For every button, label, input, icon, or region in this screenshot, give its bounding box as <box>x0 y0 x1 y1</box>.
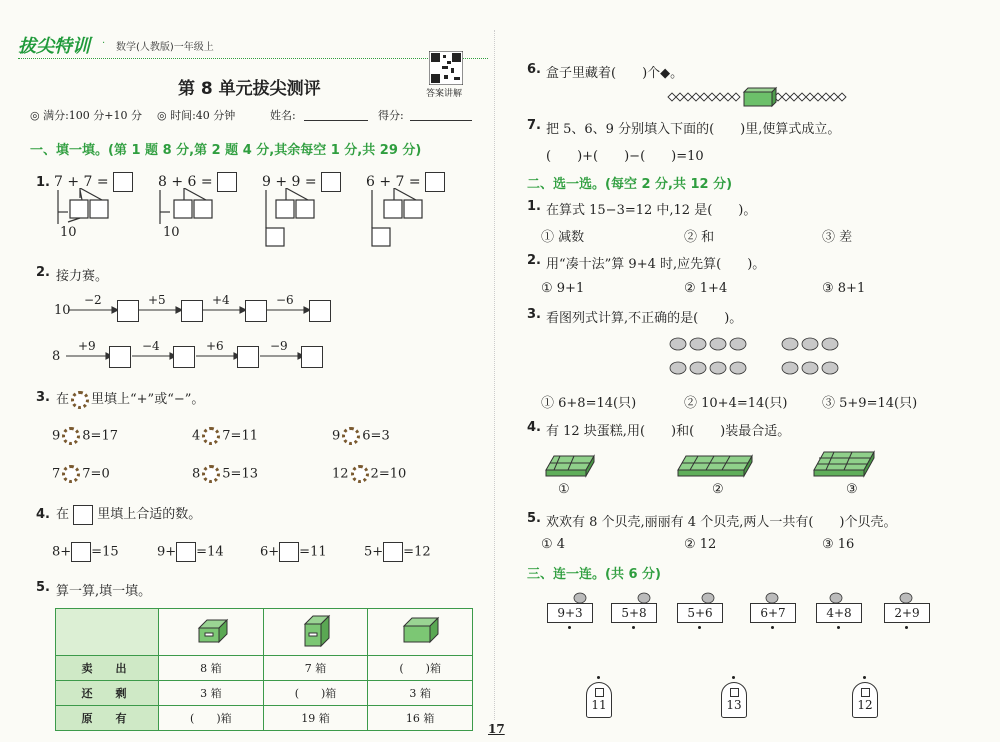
q3-pre: 在 <box>56 392 70 407</box>
relay-1-start: 10 <box>54 303 71 318</box>
c4-number: 4. <box>527 420 541 435</box>
link-dot[interactable] <box>698 626 701 629</box>
q3-flower-input-3[interactable] <box>342 427 360 445</box>
q3-a-right: 8=17 <box>82 428 118 444</box>
c1-text: 在算式 15−3=12 中,12 是( )。 <box>546 203 757 218</box>
section-2-title: 二、选一选。(每空 2 分,共 12 分) <box>527 177 733 192</box>
q1-ten-2: 10 <box>163 225 180 240</box>
q5-row-label-2: 还 剩 <box>56 681 159 706</box>
q4-input-4[interactable] <box>383 542 403 562</box>
q3-f-left: 12 <box>332 466 349 482</box>
q4-box-icon <box>73 505 93 525</box>
c1-option-3[interactable]: ③ 差 <box>822 230 853 245</box>
q3-d-left: 7 <box>52 466 61 482</box>
q4-pre: 在 <box>56 507 70 522</box>
flower-icon <box>71 391 89 409</box>
c3-option-3[interactable]: ③ 5+9=14(只) <box>822 396 918 411</box>
q5-row-label-1: 卖 出 <box>56 656 159 681</box>
relay-2-start: 8 <box>52 349 61 364</box>
birds-figure <box>664 332 844 382</box>
link-dot[interactable] <box>632 626 635 629</box>
q5-cell: 19 箱 <box>263 706 368 731</box>
bird-cage-2 <box>721 682 747 718</box>
c2-option-3[interactable]: ③ 8+1 <box>822 281 866 296</box>
q6-number: 6. <box>527 62 541 77</box>
link-dot[interactable] <box>771 626 774 629</box>
link-dot[interactable] <box>905 626 908 629</box>
q4-b-right: =14 <box>196 544 224 560</box>
relay-1-op-1: −2 <box>84 293 102 307</box>
q3-flower-input-1[interactable] <box>62 427 80 445</box>
q3-b-left: 4 <box>192 428 201 444</box>
q3-flower-input-6[interactable] <box>351 465 369 483</box>
section-3-title: 三、连一连。(共 6 分) <box>527 567 661 582</box>
q5-cell-answer[interactable]: ( )箱 <box>263 681 368 706</box>
relay-1-op-4: −6 <box>276 293 294 307</box>
relay-2-box-3[interactable] <box>237 346 259 368</box>
cage-dot[interactable] <box>597 676 600 679</box>
cage-number-1: 11 <box>591 698 607 712</box>
cake-trays-figure <box>540 450 880 480</box>
link-expr-1[interactable]: 9+3 <box>547 603 593 623</box>
link-expr-4[interactable]: 6+7 <box>750 603 796 623</box>
c5-text: 欢欢有 8 个贝壳,丽丽有 4 个贝壳,两人一共有( )个贝壳。 <box>546 515 897 530</box>
link-expr-2[interactable]: 5+8 <box>611 603 657 623</box>
c1-option-2[interactable]: ② 和 <box>684 230 715 245</box>
q4-a-left: 8+ <box>52 544 72 560</box>
q7-expression: ( )+( )−( )=10 <box>546 149 704 164</box>
qr-label: 答案讲解 <box>426 89 463 99</box>
q7-number: 7. <box>527 118 541 133</box>
c4-option-3[interactable]: ③ <box>846 482 858 497</box>
cage-number-2: 13 <box>726 698 742 712</box>
c1-number: 1. <box>527 199 541 214</box>
q3-e-left: 8 <box>192 466 201 482</box>
q1-decomposition-diagram <box>50 188 470 248</box>
relay-1-op-2: +5 <box>148 293 166 307</box>
c3-option-2[interactable]: ② 10+4=14(只) <box>684 396 788 411</box>
q3-c-left: 9 <box>332 428 341 444</box>
q1-expr-3: 9 + 9 = <box>262 174 317 190</box>
relay-2-box-1[interactable] <box>109 346 131 368</box>
c4-text: 有 12 块蛋糕,用( )和( )装最合适。 <box>546 424 791 439</box>
c2-option-1[interactable]: ① 9+1 <box>541 281 585 296</box>
relay-2-op-2: −4 <box>142 339 160 353</box>
q1-expr-2: 8 + 6 = <box>158 174 213 190</box>
q5-table <box>55 608 473 731</box>
q5-corner-cell <box>56 609 159 656</box>
q7-text: 把 5、6、9 分别填入下面的( )里,使算式成立。 <box>546 122 841 137</box>
q4-c-right: =11 <box>299 544 327 560</box>
box-icon <box>297 614 333 648</box>
q4-d-right: =12 <box>403 544 431 560</box>
q1-ten-1: 10 <box>60 225 77 240</box>
q3-flower-input-2[interactable] <box>202 427 220 445</box>
c1-option-1[interactable]: ① 减数 <box>541 230 585 245</box>
link-dot[interactable] <box>568 626 571 629</box>
q3-number: 3. <box>36 390 50 405</box>
name-input[interactable] <box>304 108 368 121</box>
relay-2-box-4[interactable] <box>301 346 323 368</box>
qr-code-icon[interactable] <box>429 51 463 85</box>
q4-input-3[interactable] <box>279 542 299 562</box>
cage-dot[interactable] <box>863 676 866 679</box>
q4-a-right: =15 <box>91 544 119 560</box>
q3-c-right: 6=3 <box>362 428 390 444</box>
full-score: ◎ 满分:100 分+10 分 <box>30 109 143 122</box>
q5-cell: 7 箱 <box>263 656 368 681</box>
q6-text: 盒子里藏着( )个◆。 <box>546 66 684 81</box>
c5-number: 5. <box>527 511 541 526</box>
cage-dot[interactable] <box>732 676 735 679</box>
hidden-diamonds-figure <box>664 86 854 108</box>
time-limit: ◎ 时间:40 分钟 <box>157 109 236 122</box>
q4-d-left: 5+ <box>364 544 384 560</box>
score-input[interactable] <box>410 108 472 121</box>
c2-text: 用“凑十法”算 9+4 时,应先算( )。 <box>546 257 766 272</box>
q4-number: 4. <box>36 507 50 522</box>
q4-b-left: 9+ <box>157 544 177 560</box>
q5-box-2-cell <box>263 609 368 656</box>
q1-expr-4: 6 + 7 = <box>366 174 421 190</box>
c4-option-1[interactable]: ① <box>558 482 570 497</box>
relay-2-box-2[interactable] <box>173 346 195 368</box>
q5-cell: 16 箱 <box>368 706 473 731</box>
q5-cell: 8 箱 <box>159 656 264 681</box>
c5-option-2[interactable]: ② 12 <box>684 537 717 552</box>
relay-1-box-2[interactable] <box>181 300 203 322</box>
section-1-title: 一、填一填。(第 1 题 8 分,第 2 题 4 分,其余每空 1 分,共 29 分) <box>30 143 422 158</box>
relay-1-box-3[interactable] <box>245 300 267 322</box>
q5-cell: 3 箱 <box>159 681 264 706</box>
q5-number: 5. <box>36 580 50 595</box>
q5-text: 算一算,填一填。 <box>56 584 152 599</box>
header-dot: · <box>102 38 106 49</box>
link-expr-5[interactable]: 4+8 <box>816 603 862 623</box>
q5-cell: 3 箱 <box>368 681 473 706</box>
q4-post: 里填上合适的数。 <box>97 507 202 522</box>
q5-row-label-3: 原 有 <box>56 706 159 731</box>
header-divider <box>18 58 488 59</box>
q3-a-left: 9 <box>52 428 61 444</box>
bird-cage-3 <box>852 682 878 718</box>
q5-box-3-cell <box>368 609 473 656</box>
brand-logo: 拔尖特训 <box>18 36 90 57</box>
q4-input-2[interactable] <box>176 542 196 562</box>
q3-post: 里填上“+”或“−”。 <box>91 392 205 407</box>
link-expr-6[interactable]: 2+9 <box>884 603 930 623</box>
relay-2-op-1: +9 <box>78 339 96 353</box>
relay-1-op-3: +4 <box>212 293 230 307</box>
link-dot[interactable] <box>837 626 840 629</box>
relay-1-box-1[interactable] <box>117 300 139 322</box>
q1-expr-1: 7 + 7 = <box>54 174 109 190</box>
c2-number: 2. <box>527 253 541 268</box>
birds-decoration <box>540 586 930 606</box>
q4-c-left: 6+ <box>260 544 280 560</box>
c2-option-2[interactable]: ② 1+4 <box>684 281 728 296</box>
q3-flower-input-4[interactable] <box>62 465 80 483</box>
q3-e-right: 5=13 <box>222 466 258 482</box>
c3-text: 看图列式计算,不正确的是( )。 <box>546 311 743 326</box>
page-number: 17 <box>488 722 505 736</box>
box-icon <box>400 616 440 646</box>
q3-flower-input-5[interactable] <box>202 465 220 483</box>
c3-number: 3. <box>527 307 541 322</box>
page-fold <box>494 30 495 720</box>
header-subtitle: 数学(人教版)一年级上 <box>116 42 214 53</box>
q3-f-right: 2=10 <box>370 466 407 482</box>
relay-2-op-3: +6 <box>206 339 224 353</box>
q5-cell-answer[interactable]: ( )箱 <box>368 656 473 681</box>
box-icon <box>193 616 229 646</box>
q5-box-1-cell <box>159 609 264 656</box>
score-label: 得分: <box>378 109 404 122</box>
q4-input-1[interactable] <box>71 542 91 562</box>
link-expr-3[interactable]: 5+6 <box>677 603 723 623</box>
c5-option-1[interactable]: ① 4 <box>541 537 566 552</box>
c4-option-2[interactable]: ② <box>712 482 724 497</box>
relay-2-op-4: −9 <box>270 339 288 353</box>
q3-b-right: 7=11 <box>222 428 258 444</box>
q5-cell-answer[interactable]: ( )箱 <box>159 706 264 731</box>
c3-option-1[interactable]: ① 6+8=14(只) <box>541 396 637 411</box>
relay-1-box-4[interactable] <box>309 300 331 322</box>
page-title: 第 8 单元拔尖测评 <box>178 79 321 99</box>
bird-cage-1 <box>586 682 612 718</box>
c5-option-3[interactable]: ③ 16 <box>822 537 855 552</box>
q3-d-right: 7=0 <box>82 466 110 482</box>
name-label: 姓名: <box>270 109 296 122</box>
q2-text: 接力赛。 <box>56 269 109 284</box>
cage-number-3: 12 <box>857 698 873 712</box>
q1-number: 1. <box>36 175 50 190</box>
q2-number: 2. <box>36 265 50 280</box>
